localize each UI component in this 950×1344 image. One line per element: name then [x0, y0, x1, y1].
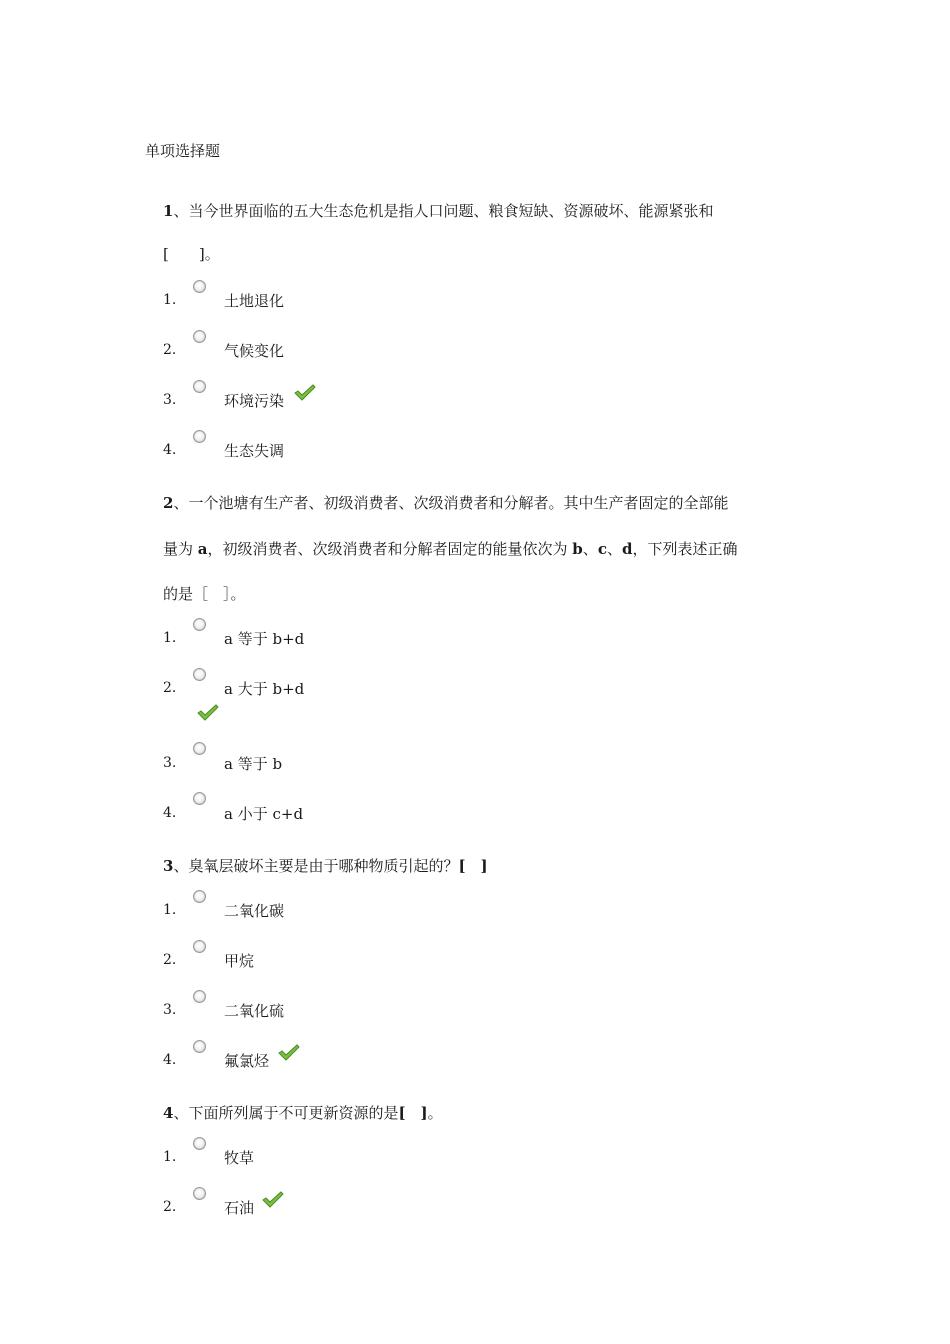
question-number: 3	[163, 857, 174, 875]
radio-button-icon[interactable]	[193, 890, 206, 903]
question-2-text-line-2: 量为 a，初级消费者、次级消费者和分解者固定的能量依次为 b、c、d，下列表述正确	[163, 540, 738, 558]
question-2-text-line-3: 的是［ ］。	[163, 585, 246, 603]
radio-button-icon[interactable]	[193, 280, 206, 293]
option-number: 2.	[163, 1199, 177, 1215]
green-check-icon	[197, 704, 219, 722]
radio-button-icon[interactable]	[193, 1040, 206, 1053]
option-label: a 小于 c+d	[224, 805, 304, 823]
radio-button-icon[interactable]	[193, 380, 206, 393]
radio-button-icon[interactable]	[193, 1137, 206, 1150]
option-label: 环境污染	[224, 392, 285, 410]
option-number: 2.	[163, 952, 177, 968]
radio-button-icon[interactable]	[193, 742, 206, 755]
option-number: 3.	[163, 755, 177, 771]
option-number: 1.	[163, 630, 177, 646]
option-label: 甲烷	[224, 952, 255, 970]
option-label: 二氧化碳	[224, 902, 285, 920]
option-number: 1.	[163, 902, 177, 918]
option-number: 1.	[163, 292, 177, 308]
option-number: 2.	[163, 342, 177, 358]
option-number: 4.	[163, 805, 177, 821]
question-number: 2	[163, 494, 174, 512]
question-1-text-line-2: [ ]。	[163, 245, 220, 263]
radio-button-icon[interactable]	[193, 618, 206, 631]
radio-button-icon[interactable]	[193, 1187, 206, 1200]
green-check-icon	[278, 1044, 300, 1062]
option-label: 土地退化	[224, 292, 285, 310]
option-label: a 等于 b	[224, 755, 283, 773]
green-check-icon	[262, 1191, 284, 1209]
question-1-text-line-1: 1、当今世界面临的五大生态危机是指人口问题、粮食短缺、资源破坏、能源紧张和	[163, 202, 714, 220]
question-number: 4	[163, 1104, 174, 1122]
option-label: 二氧化硫	[224, 1002, 285, 1020]
radio-button-icon[interactable]	[193, 668, 206, 681]
radio-button-icon[interactable]	[193, 940, 206, 953]
question-3-text-line-1: 3、臭氧层破坏主要是由于哪种物质引起的？[ ]	[163, 857, 488, 875]
radio-button-icon[interactable]	[193, 330, 206, 343]
section-title: 单项选择题	[145, 142, 221, 160]
radio-button-icon[interactable]	[193, 430, 206, 443]
question-4-text-line-1: 4、下面所列属于不可更新资源的是[ ]。	[163, 1104, 443, 1122]
radio-button-icon[interactable]	[193, 990, 206, 1003]
question-2-text-line-1: 2、一个池塘有生产者、初级消费者、次级消费者和分解者。其中生产者固定的全部能	[163, 494, 729, 512]
option-number: 2.	[163, 680, 177, 696]
option-number: 3.	[163, 392, 177, 408]
option-number: 4.	[163, 442, 177, 458]
option-label: a 大于 b+d	[224, 680, 305, 698]
option-label: a 等于 b+d	[224, 630, 305, 648]
radio-button-icon[interactable]	[193, 792, 206, 805]
option-number: 3.	[163, 1002, 177, 1018]
option-label: 牧草	[224, 1149, 255, 1167]
option-label: 气候变化	[224, 342, 285, 360]
option-label: 氟氯烃	[224, 1052, 270, 1070]
option-label: 石油	[224, 1199, 255, 1217]
question-number: 1	[163, 202, 174, 220]
option-label: 生态失调	[224, 442, 285, 460]
option-number: 1.	[163, 1149, 177, 1165]
option-number: 4.	[163, 1052, 177, 1068]
green-check-icon	[294, 384, 316, 402]
